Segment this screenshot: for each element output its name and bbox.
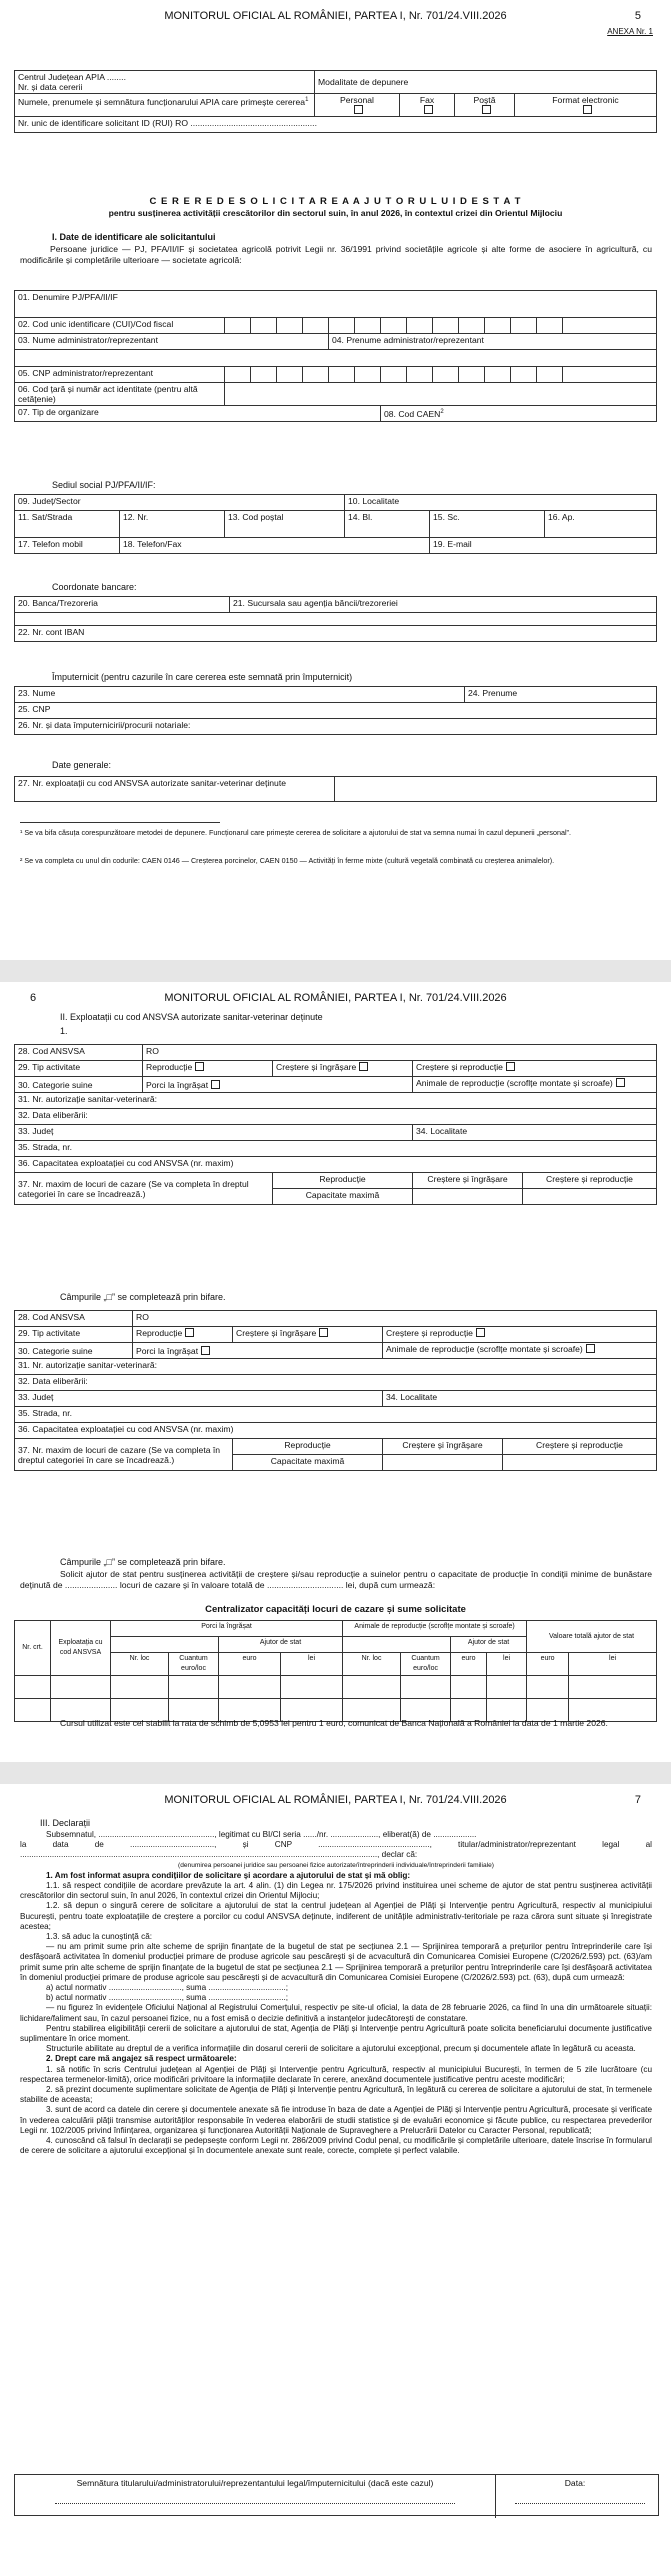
page-3 xyxy=(0,1784,671,2560)
field-35[interactable]: 35. Strada, nr. xyxy=(15,1141,657,1157)
field-26[interactable]: 26. Nr. și data împuternicirii/procurii notariale: xyxy=(15,719,657,735)
category-breeding[interactable]: Animale de reproducție (scroflțe montate și scroafe) xyxy=(413,1077,657,1093)
item-number: 1. xyxy=(60,1026,68,1036)
col-fattening: Porci la îngrășat xyxy=(111,1621,343,1637)
field-27[interactable]: 27. Nr. exploatații cu cod ANSVSA autorizate sanitar-veterinar deținute xyxy=(15,777,335,802)
field-37: 37. Nr. maxim de locuri de cazare (Se va completa în dreptul categoriei în care se încadrează.) xyxy=(15,1173,273,1205)
exchange-rate-text: Cursul utilizat este cel stabilit la rata de schimb de 5,0953 lei pentru 1 euro, comunicat de Banca Națională a României la data de 1 martie 2026. xyxy=(60,1718,608,1728)
section-1-intro: Persoane juridice — PJ, PFA/II/IF și societatea agricolă potrivit Legii nr. 36/1991 privind societățile agricole și alte forme de asociere în agricultură, cu modificările și completările ulterioare — societate agricolă: xyxy=(20,244,652,265)
field-08[interactable]: 08. Cod CAEN$^2$ xyxy=(381,406,657,422)
general-label: Date generale: xyxy=(52,760,112,770)
col-nr: Nr. crt. xyxy=(15,1621,51,1676)
activity-growing-repro[interactable]: Creștere și reproducție xyxy=(383,1327,657,1343)
activity-growing-repro[interactable]: Creștere și reproducție xyxy=(413,1061,657,1077)
field-15[interactable]: 15. Sc. xyxy=(430,511,545,538)
footnote-1: ¹ Se va bifa căsuța corespunzătoare metodei de depunere. Funcționarul care primește cererea de solicitare a ajutorului de stat va semna numai în cazul depunerii „personal”. xyxy=(20,828,571,837)
mode-personal[interactable]: Personal xyxy=(315,94,400,117)
page-number: 7 xyxy=(634,1794,641,1806)
filing-mode-label: Modalitate de depunere xyxy=(315,71,657,94)
col-breeding: Animale de reproducție (scroflțe montate și scroafe) xyxy=(343,1621,527,1637)
field-14[interactable]: 14. Bl. xyxy=(345,511,430,538)
field-01[interactable]: 01. Denumire PJ/PFA/II/IF xyxy=(15,291,657,318)
date-label: Data: xyxy=(564,2478,586,2488)
field-07[interactable]: 07. Tip de organizare xyxy=(15,406,381,422)
activity-growing[interactable]: Creștere și îngrășare xyxy=(273,1061,413,1077)
proxy-label: Împuternicit (pentru cazurile în care cererea este semnată prin împuternicit) xyxy=(52,672,353,682)
col-reproduction: Reproducție xyxy=(273,1173,413,1189)
form-title: C E R E R E D E S O L I C I T A R E A A J U T O R U L U I D E S T A T xyxy=(149,196,522,207)
form-subtitle: pentru susținerea activității crescătorilor din sectorul suin, în anul 2026, în contextul crizei din Orientul Mijlociu xyxy=(108,208,563,218)
col-total: Valoare totală ajutor de stat xyxy=(527,1621,657,1653)
field-36[interactable]: 36. Capacitatea exploatației cu cod ANSVSA (nr. maxim) xyxy=(15,1423,657,1439)
general-table xyxy=(14,776,657,802)
field-05[interactable]: 05. CNP administrator/reprezentant xyxy=(15,367,225,383)
section-1-title: I. Date de identificare ale solicitantului xyxy=(52,232,216,242)
applicant-table xyxy=(14,290,657,422)
field-36[interactable]: 36. Capacitatea exploatației cu cod ANSVSA (nr. maxim) xyxy=(15,1157,657,1173)
seat-label: Sediul social PJ/PFA/II/IF: xyxy=(52,480,156,490)
field-32[interactable]: 32. Data eliberării: xyxy=(15,1109,657,1125)
mode-post[interactable]: Poștă xyxy=(455,94,515,117)
field-29: 29. Tip activitate xyxy=(15,1061,143,1077)
field-33[interactable]: 33. Județ xyxy=(15,1125,413,1141)
field-33[interactable]: 33. Județ xyxy=(15,1391,383,1407)
page-2 xyxy=(0,982,671,1762)
signature-label: Semnătura titularului/administratorului/reprezentantului legal/împuternicitului (dacă este cazul) xyxy=(15,2475,496,2518)
farm-block-2: 28. Cod ANSVSA RO 29. Tip activitate Reproducție Creștere și îngrășare Creștere și reproducție 30. Categorie suine Porci la îngrășat Animale de reproducție (scroflțe montate și scroafe) 31. Nr. autorizație sanitar-veterinară: 32. Data eliberării: 33. Județ 34. Localitate 35. Strada, nr. 36. Capacitatea exploatației cu cod ANSVSA (nr. maxim) 37. Nr. maxim de locuri de cazare (Se va completa în dreptul categoriei în care se încadrează.) Reproducție Creștere și îngrășare Creștere și reproducție Capacitate maximă xyxy=(14,1310,657,1471)
field-34[interactable]: 34. Localitate xyxy=(413,1125,657,1141)
col-growing: Creștere și îngrășare xyxy=(413,1173,523,1189)
field-17[interactable]: 17. Telefon mobil xyxy=(15,538,120,554)
field-31[interactable]: 31. Nr. autorizație sanitar-veterinară: xyxy=(15,1093,657,1109)
category-fattening[interactable]: Porci la îngrășat xyxy=(133,1343,383,1359)
field-03[interactable]: 03. Nume administrator/reprezentant xyxy=(15,334,329,350)
field-30: 30. Categorie suine xyxy=(15,1343,133,1359)
footnote-2: ² Se va completa cu unul din codurile: CAEN 0146 — Creșterea porcinelor, CAEN 0150 — Activități în ferme mixte (cultură vegetală combinată cu creșterea animalelor). xyxy=(20,856,555,865)
field-25[interactable]: 25. CNP xyxy=(15,703,657,719)
tick-note: Câmpurile „□” se completează prin bifare. xyxy=(60,1292,226,1302)
category-fattening[interactable]: Porci la îngrășat xyxy=(143,1077,413,1093)
request-text: Solicit ajutor de stat pentru susținerea activității de creștere și/sau reproducție a suinelor pentru o capacitate de producție în condiții minime de bunăstare deținută de ...................... locuri de cazare și în valoare totală de ................................ lei, după cum urmează: xyxy=(20,1569,652,1590)
field-32[interactable]: 32. Data eliberării: xyxy=(15,1375,657,1391)
field-10[interactable]: 10. Localitate xyxy=(345,495,657,511)
field-06[interactable]: 06. Cod țară și număr act identitate (pentru altă cetățenie) xyxy=(15,383,225,406)
proxy-table xyxy=(14,686,657,735)
section-3-title: III. Declarații xyxy=(40,1818,91,1828)
table-row xyxy=(15,1676,657,1699)
seat-table xyxy=(14,494,657,554)
activity-reproduction[interactable]: Reproducție xyxy=(143,1061,273,1077)
field-19[interactable]: 19. E-mail xyxy=(430,538,657,554)
field-28[interactable]: 28. Cod ANSVSA xyxy=(15,1311,133,1327)
declarations-body: Subsemnatul, ..................................................., legitimat cu BI/CI seria ....../nr. ....................., eliberat(ă) de ................... la data de ....................................., și CNP ................................................., titular/administrator/reprezentant legal al ............................................................................................................................................................., declar că: (denumirea persoanei juridice sau persoanei fizice autorizate/întreprinderii individuale/întreprinderii familiale) 1. Am fost informat asupra condițiilor de solicitare și acordare a ajutorului de stat și mă oblig: 1.1. să respect condițiile de acordare prevăzute la art. 4 alin. (1) din Legea nr. 175/2026 privind instituirea unei scheme de ajutor de stat pentru susținerea activității crescătorilor din sectorul suin, în anul 2026, în contextul crizei din Orientul Mijlociu; 1.2. să depun o singură cerere de solicitare a ajutorului de stat la centrul județean al Agenției de Plăți și Intervenție pentru Agricultură, respectiv al municipiului București, pentru toate exploatațiile de creștere a porcilor cu codul ANSVSA deținute, indiferent de unitățile administrativ-teritoriale pe raza cărora sunt situate și înregistrate acestea; 1.3. să aduc la cunoștință că: — nu am primit sume prin alte scheme de sprijin finanțate de la bugetul de stat pe secțiunea 2.1 — Sprijinirea temporară a prețurilor pentru întreprinderile care își desfășoară activitatea în domeniul producției primare de produse agricole sau pescărești și de acvacultură din Comunicarea Comisiei Europene (C/2026/2.593) pct. (63)/am primit sume prin alte scheme de sprijin finanțate de la bugetul de stat pe secțiunea 2.1 — Sprijinirea temporară a prețurilor pentru întreprinderile care își desfășoară activitatea în domeniul producției primare de produse agricole sau pescărești și de acvacultură din Comunicarea Comisiei Europene (C/2026/2.593) pct. (63), după cum urmează: a) actul normativ ................................, suma ..................................; b) actul normativ ................................, suma ..................................; — nu figurez în evidențele Oficiului Național al Registrului Comerțului, respectiv pe site-ul oficial, la data de 28 februarie 2026, ca fiind în una din următoarele situații: lichidare/faliment sau, în cazul persoanei fizice, nu a fost emisă o decizie definitivă a instanțelor judecătorești de constatare. Pentru stabilirea eligibilității cererii de solicitare a ajutorului de stat, Agenția de Plăți și Intervenție pentru Agricultură poate solicita beneficiarului documente justificative suplimentare în orice moment. Structurile abilitate au dreptul de a verifica informațiile din dosarul cererii de solicitare a ajutorului excepțional, precum și documentele aflate în legătură cu aceasta. 2. Drept care mă angajez să respect următoarele: 1. să notific în scris Centrului județean al Agenției de Plăți și Intervenție pentru Agricultură, respectiv al municipiului București, în termen de 5 zile lucrătoare (cu respectarea termenelor-limită), orice modificări privitoare la informațiile declarate în cerere, anexând documentele justificative pentru aceste modificări; 2. să prezint documente suplimentare solicitate de Agenția de Plăți și Intervenție pentru Agricultură, în legătură cu cererea de solicitare a ajutorului de stat, în termenele stabilite de aceasta; 3. sunt de acord ca datele din cerere și documentele anexate să fie introduse în baza de date a Agenției de Plăți și Intervenție pentru Agricultură, procesate și verificate în vederea calculării plății transmise autorităților responsabile în vederea elaborării de studii statistice și de evaluări economice și făcute publice, cu respectarea prevederilor Legii nr. 102/2005 privind înființarea, organizarea și funcționarea Autorității Naționale de Supraveghere a Prelucrării Datelor cu Caracter Personal, republicată; 4. cunoscând că falsul în declarații se pedepsește conform Legii nr. 286/2009 privind Codul penal, cu modificările și completările ulterioare, datele înscrise în formularul de cerere de solicitare a ajutorului excepțional și în documentele anexate sunt reale, corecte, complete și perfect valabile. xyxy=(20,1830,652,2156)
field-37: 37. Nr. maxim de locuri de cazare (Se va completa în dreptul categoriei în care se încadrează.) xyxy=(15,1439,233,1471)
page-number: 5 xyxy=(634,10,641,22)
field-12[interactable]: 12. Nr. xyxy=(120,511,225,538)
field-30: 30. Categorie suine xyxy=(15,1077,143,1093)
rui-field[interactable]: Nr. unic de identificare solicitant ID (RUI) RO ..................................................... xyxy=(15,117,657,133)
official-name-field[interactable]: Numele, prenumele și semnătura funcționarului APIA care primește cererea$^1$ xyxy=(15,94,315,117)
field-22[interactable]: 22. Nr. cont IBAN xyxy=(15,626,657,642)
field-20[interactable]: 20. Banca/Trezoreria xyxy=(15,597,230,613)
centralizer-table: Nr. crt. Exploatația cu cod ANSVSA Porci la îngrășat Animale de reproducție (scroflțe montate și scroafe) Valoare totală ajutor de stat Ajutor de stat Ajutor de stat Nr. loc Cuantum euro/loc euro lei Nr. loc Cuantum euro/loc euro lei euro lei xyxy=(14,1620,657,1722)
field-35[interactable]: 35. Strada, nr. xyxy=(15,1407,657,1423)
section-2-title: II. Exploatații cu cod ANSVSA autorizate sanitar-veterinar deținute xyxy=(60,1012,323,1022)
page-header: MONITORUL OFICIAL AL ROMÂNIEI, PARTEA I, Nr. 701/24.VIII.2026 xyxy=(164,1794,507,1806)
tick-note: Câmpurile „□” se completează prin bifare. xyxy=(60,1557,226,1567)
field-13[interactable]: 13. Cod poștal xyxy=(225,511,345,538)
field-18[interactable]: 18. Telefon/Fax xyxy=(120,538,430,554)
page-header: MONITORUL OFICIAL AL ROMÂNIEI, PARTEA I, Nr. 701/24.VIII.2026 xyxy=(164,992,507,1004)
signature-field[interactable] xyxy=(55,2503,455,2504)
field-16[interactable]: 16. Ap. xyxy=(545,511,657,538)
mode-electronic[interactable]: Format electronic xyxy=(515,94,657,117)
col-growing-repro: Creștere și reproducție xyxy=(523,1173,657,1189)
field-31[interactable]: 31. Nr. autorizație sanitar-veterinară: xyxy=(15,1359,657,1375)
page-1 xyxy=(0,0,671,960)
apia-box xyxy=(14,70,657,133)
field-34[interactable]: 34. Localitate xyxy=(383,1391,657,1407)
col-growing-repro: Creștere și reproducție xyxy=(503,1439,657,1455)
mode-fax[interactable]: Fax xyxy=(400,94,455,117)
page-number: 6 xyxy=(30,992,37,1004)
field-09[interactable]: 09. Județ/Sector xyxy=(15,495,345,511)
apia-center-field[interactable]: Centrul Județean APIA ........ Nr. și data cererii xyxy=(15,71,315,94)
col-reproduction: Reproducție xyxy=(233,1439,383,1455)
field-23[interactable]: 23. Nume xyxy=(15,687,465,703)
annex-label: ANEXA Nr. 1 xyxy=(607,27,653,36)
col-exploitation: Exploatația cu cod ANSVSA xyxy=(51,1621,111,1676)
field-04[interactable]: 04. Prenume administrator/reprezentant xyxy=(329,334,657,350)
field-11[interactable]: 11. Sat/Strada xyxy=(15,511,120,538)
field-02[interactable]: 02. Cod unic identificare (CUI)/Cod fiscal xyxy=(15,318,225,334)
category-breeding[interactable]: Animale de reproducție (scroflțe montate și scroafe) xyxy=(383,1343,657,1359)
col-growing: Creștere și îngrășare xyxy=(383,1439,503,1455)
signature-box xyxy=(14,2474,659,2516)
field-28[interactable]: 28. Cod ANSVSA xyxy=(15,1045,143,1061)
farm-block-1: 28. Cod ANSVSA RO 29. Tip activitate Reproducție Creștere și îngrășare Creștere și reproducție 30. Categorie suine Porci la îngrășat Animale de reproducție (scroflțe montate și scroafe) 31. Nr. autorizație sanitar-veterinară: 32. Data eliberării: 33. Județ 34. Localitate 35. Strada, nr. 36. Capacitatea exploatației cu cod ANSVSA (nr. maxim) 37. Nr. maxim de locuri de cazare (Se va completa în dreptul categoriei în care se încadrează.) Reproducție Creștere și îngrășare Creștere și reproducție Capacitate maximă xyxy=(14,1044,657,1205)
page-header: MONITORUL OFICIAL AL ROMÂNIEI, PARTEA I, Nr. 701/24.VIII.2026 xyxy=(164,10,507,22)
activity-reproduction[interactable]: Reproducție xyxy=(133,1327,233,1343)
centralizer-title: Centralizator capacități locuri de cazare și sume solicitate xyxy=(205,1604,466,1615)
bank-table xyxy=(14,596,657,642)
field-24[interactable]: 24. Prenume xyxy=(465,687,657,703)
bank-label: Coordonate bancare: xyxy=(52,582,137,592)
date-field[interactable] xyxy=(515,2503,645,2504)
activity-growing[interactable]: Creștere și îngrășare xyxy=(233,1327,383,1343)
field-21[interactable]: 21. Sucursala sau agenția băncii/trezoreriei xyxy=(230,597,657,613)
field-29: 29. Tip activitate xyxy=(15,1327,133,1343)
